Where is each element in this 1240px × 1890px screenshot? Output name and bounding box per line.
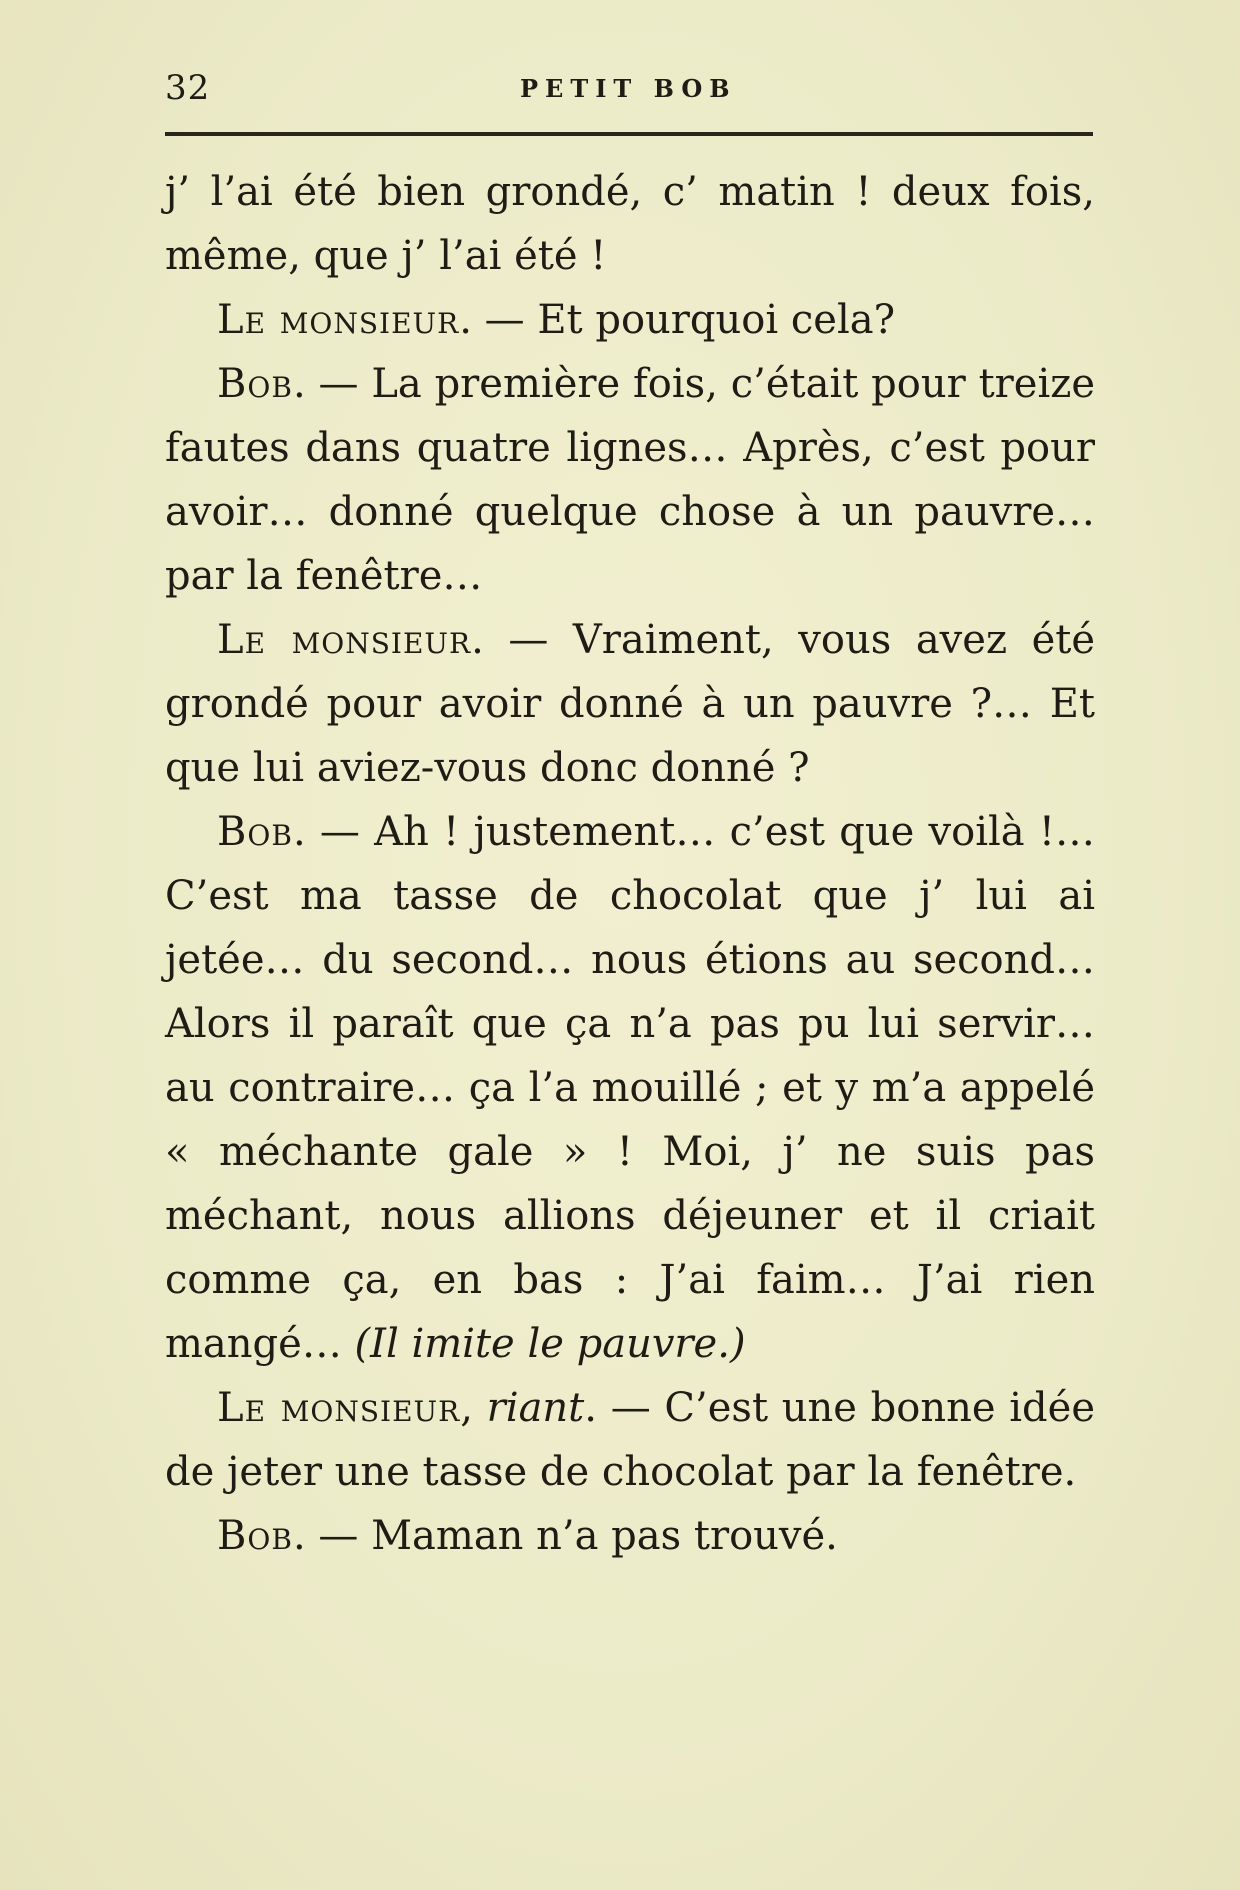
paragraph-7 — [165, 1504, 1095, 1568]
running-title: PETIT BOB — [520, 74, 737, 103]
page-header — [165, 62, 1090, 112]
dialogue-text: . — Vraiment, vous avez été grondé pour avoir donné à un pauvre ?… Et que lui aviez-vous donc donné ? — [165, 617, 1096, 791]
dialogue-text: . — Et pourquoi cela? — [459, 297, 896, 343]
page-number: 32 — [165, 68, 211, 108]
paragraph-3 — [165, 352, 1095, 608]
speaker-name: Bob — [217, 361, 293, 407]
header-rule — [165, 132, 1093, 136]
paragraph-4 — [165, 608, 1095, 800]
paragraph-1 — [165, 160, 1095, 288]
speaker-name: Le monsieur — [217, 617, 472, 663]
paragraph-text: j’ l’ai été bien grondé, c’ matin ! deux fois, même, que j’ l’ai été ! — [165, 169, 1095, 279]
paragraph-6: Le monsieur, riant. — C’est une bonne idée de jeter une tasse de chocolat par la fenêtre. — [165, 1385, 1096, 1495]
dialogue-text: . — Ah ! justement… c’est que voilà !… C’est ma tasse de chocolat que j’ lui ai jetée… du second… nous étions au second… Alors il paraît que ça n’a pas pu lui servir… au contraire… ça l’a mouillé ; et y m’a appelé « méchante gale » ! Moi, j’ ne suis pas méchant, nous allions déjeuner et il criait comme ça, en bas : J’ai faim… J’ai rien mangé… — [165, 809, 1095, 1367]
stage-direction-inline: riant — [486, 1385, 585, 1431]
speaker-name: Bob — [217, 1513, 293, 1559]
speaker-name: Le monsieur — [217, 297, 460, 343]
speaker-name: Le monsieur — [217, 1385, 461, 1431]
dialogue-text: . — Maman n’a pas trouvé. — [292, 1513, 838, 1559]
paragraph-5 — [165, 800, 1095, 1376]
dialogue-text: . — La première fois, c’était pour treize fautes dans quatre lignes… Après, c’est pour avoir… donné quelque chose à un pauvre… par la fenêtre… — [165, 361, 1095, 599]
paragraph-2 — [165, 288, 1095, 352]
stage-direction: (Il imite le pauvre.) — [354, 1321, 746, 1367]
page-body — [165, 160, 1095, 1568]
dialogue-text: . — C’est une bonne idée de jeter une tasse de chocolat par la fenêtre. — [165, 1385, 1096, 1495]
speaker-name: Bob — [217, 809, 293, 855]
